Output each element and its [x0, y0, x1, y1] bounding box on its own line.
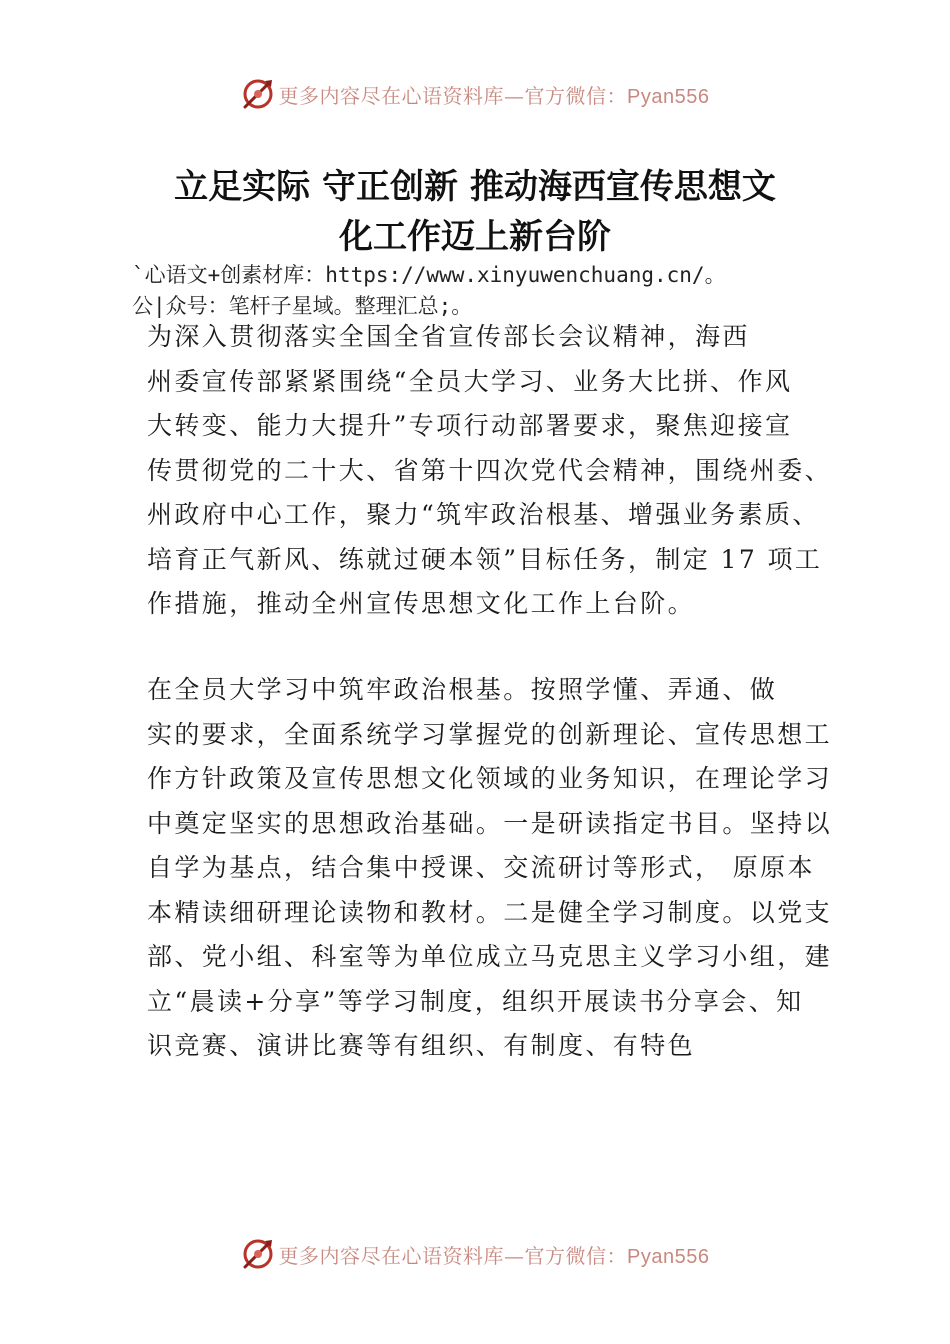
- header-banner: [0, 74, 950, 114]
- footer-banner-text: 更多内容尽在心语资料库—官方微信：Pyan556: [278, 1243, 710, 1268]
- title-line-2: 化工作迈上新台阶: [339, 217, 611, 257]
- paragraph-study: [147, 668, 837, 1069]
- paragraph-line: 本精读细研理论读物和教材。二是健全学习制度。以党支: [147, 897, 833, 927]
- paragraph-line: 实的要求，全面系统学习掌握党的创新理论、宣传思想工: [147, 719, 833, 749]
- paragraph-line: 州政府中心工作，聚力“筑牢政治根基、增强业务素质、: [147, 500, 820, 529]
- paragraph-line: 作措施，推动全州宣传思想文化工作上台阶。: [147, 589, 696, 618]
- paragraph-line: 大转变、能力大提升”专项行动部署要求，聚焦迎接宣: [147, 411, 793, 440]
- paragraph-line: 州委宣传部紧紧围绕“全员大学习、业务大比拼、作风: [147, 366, 793, 396]
- header-wechat-id: Pyan556: [627, 85, 710, 108]
- paragraph-line: 传贯彻党的二十大、省第十四次党代会精神，围绕州委、: [147, 455, 833, 485]
- paragraph-line: 中奠定坚实的思想政治基础。一是研读指定书目。坚持以: [147, 808, 833, 838]
- paragraph-line: 部、党小组、科室等为单位成立马克思主义学习小组，建: [147, 942, 833, 971]
- footer-wechat-id: Pyan556: [627, 1245, 710, 1268]
- footer-banner: [0, 1234, 950, 1274]
- title-line-1: 立足实际 守正创新 推动海西宣传思想文: [174, 167, 776, 207]
- page-title: [100, 162, 850, 262]
- paragraph-intro: [147, 315, 837, 627]
- paragraph-line: 识竞赛、演讲比赛等有组织、有制度、有特色: [147, 1031, 696, 1060]
- paragraph-line: 立“晨读+分享”等学习制度，组织开展读书分享会、知: [147, 986, 804, 1016]
- paragraph-line: 培育正气新风、练就过硬本领”目标任务，制定 17 项工: [147, 544, 823, 574]
- paragraph-line: 为深入贯彻落实全国全省宣传部长会议精神，海西: [147, 322, 750, 351]
- pen-circle-logo-icon: [241, 1237, 275, 1271]
- paragraph-line: 自学为基点，结合集中授课、交流研讨等形式， 原原本: [147, 853, 815, 882]
- paragraph-line: 在全员大学习中筑牢政治根基。按照学懂、弄通、做: [147, 675, 778, 704]
- source-line-1: `心语文+创素材库：https://www.xinyuwenchuang.cn/。: [132, 263, 726, 287]
- pen-circle-logo-icon: [241, 77, 275, 111]
- source-note: [132, 260, 852, 322]
- header-banner-text: 更多内容尽在心语资料库—官方微信：Pyan556: [278, 83, 710, 108]
- paragraph-line: 作方针政策及宣传思想文化领域的业务知识，在理论学习: [147, 764, 833, 793]
- source-line-2: 公|众号：笔杆子星域。整理汇总;。: [132, 294, 473, 318]
